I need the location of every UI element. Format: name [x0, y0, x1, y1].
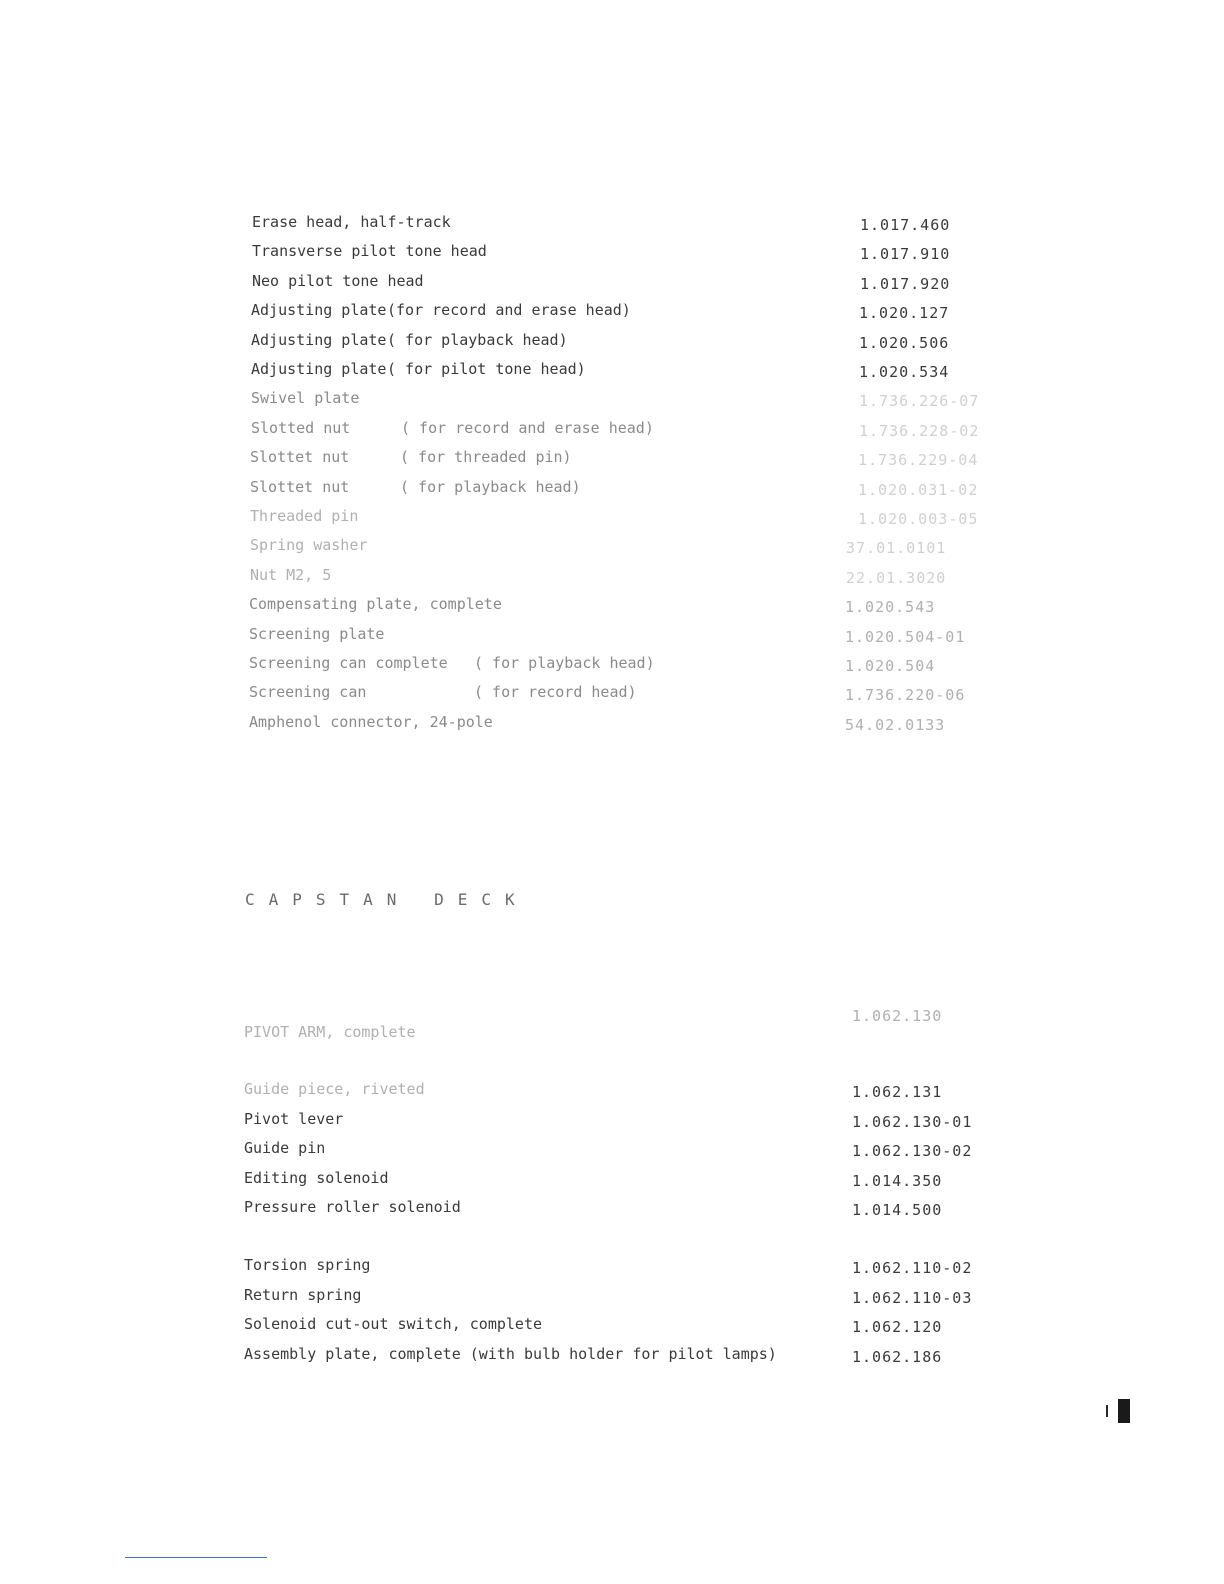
margin-mark: [1118, 1399, 1130, 1423]
part-name: Nut M2, 5: [250, 566, 332, 584]
part-name: Adjusting plate: [251, 331, 387, 349]
part-name: Editing solenoid: [244, 1169, 389, 1187]
part-number: 1.736.229-04: [858, 451, 979, 469]
part-name: Slottet nut: [250, 478, 350, 496]
part-name: Neo pilot tone head: [252, 272, 424, 290]
part-number: 1.736.226-07: [859, 392, 980, 410]
part-number: 1.736.220-06: [845, 686, 966, 704]
part-note: ( for playback head): [400, 478, 581, 496]
part-number: 1.020.127: [859, 304, 950, 322]
part-note: (for record and erase head): [387, 301, 631, 319]
part-number: 1.020.003-05: [858, 510, 979, 528]
section-heading: CAPSTAN DECK: [245, 890, 529, 909]
part-name: Solenoid cut-out switch, complete: [244, 1315, 543, 1333]
part-name: Slottet nut: [250, 448, 350, 466]
part-name: Pivot lever: [244, 1110, 344, 1128]
part-note: ( for playback head): [474, 654, 655, 672]
part-number: 1.736.228-02: [859, 422, 980, 440]
part-name: Threaded pin: [250, 507, 359, 525]
part-name: Screening can complete: [249, 654, 448, 672]
part-name: Assembly plate, complete (with bulb holder for pilot lamps): [244, 1345, 777, 1363]
part-number: 1.062.110-03: [852, 1289, 973, 1307]
margin-mark: [1106, 1405, 1108, 1417]
part-note: ( for pilot tone head): [387, 360, 586, 378]
part-number: 1.020.506: [859, 334, 950, 352]
part-note: ( for record head): [474, 683, 637, 701]
part-name: Adjusting plate: [251, 301, 387, 319]
footer-rule: [125, 1557, 267, 1558]
part-name: Guide pin: [244, 1139, 326, 1157]
part-name: Amphenol connector, 24-pole: [249, 713, 493, 731]
part-name: Transverse pilot tone head: [252, 242, 487, 260]
part-number: 37.01.0101: [846, 539, 947, 557]
part-name: Return spring: [244, 1286, 362, 1304]
part-name: Swivel plate: [251, 389, 360, 407]
part-name: Adjusting plate: [251, 360, 387, 378]
part-name: Guide piece, riveted: [244, 1080, 425, 1098]
part-number: 1.062.131: [852, 1083, 943, 1101]
part-name: Torsion spring: [244, 1256, 371, 1274]
part-name: PIVOT ARM, complete: [244, 1023, 416, 1041]
part-number: 1.062.110-02: [852, 1259, 973, 1277]
part-number: 1.020.543: [845, 598, 936, 616]
part-name: Pressure roller solenoid: [244, 1198, 461, 1216]
part-number: 1.020.534: [859, 363, 950, 381]
part-name: Spring washer: [250, 536, 368, 554]
part-number: 1.062.120: [852, 1318, 943, 1336]
part-note: ( for record and erase head): [401, 419, 654, 437]
part-name: Screening plate: [249, 625, 385, 643]
part-number: 54.02.0133: [845, 716, 946, 734]
part-number: 22.01.3020: [846, 569, 947, 587]
part-number: 1.020.504-01: [845, 628, 966, 646]
part-number: 1.062.130: [852, 1007, 943, 1025]
part-number: 1.020.504: [845, 657, 936, 675]
part-name: Compensating plate, complete: [249, 595, 502, 613]
part-number: 1.014.350: [852, 1172, 943, 1190]
part-number: 1.017.920: [860, 275, 951, 293]
part-number: 1.017.910: [860, 245, 951, 263]
part-name: Slotted nut: [251, 419, 351, 437]
part-note: ( for playback head): [387, 331, 568, 349]
part-number: 1.020.031-02: [858, 481, 979, 499]
part-note: ( for threaded pin): [400, 448, 572, 466]
part-number: 1.062.130-01: [852, 1113, 973, 1131]
part-number: 1.017.460: [860, 216, 951, 234]
part-name: Erase head, half-track: [252, 213, 451, 231]
pivot-arm-row: [244, 1005, 943, 1059]
part-number: 1.014.500: [852, 1201, 943, 1219]
part-name: Screening can: [249, 683, 367, 701]
part-number: 1.062.186: [852, 1348, 943, 1366]
part-number: 1.062.130-02: [852, 1142, 973, 1160]
